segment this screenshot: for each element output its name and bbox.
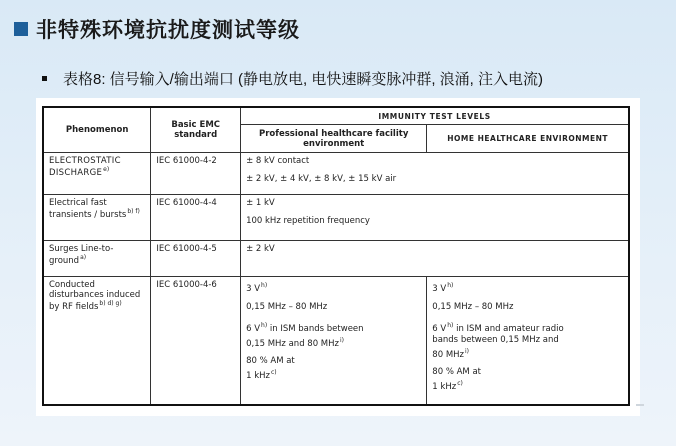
- level-line: ± 8 kV contact: [246, 156, 310, 166]
- footnote-ref: c): [457, 380, 463, 388]
- header-professional: Professional healthcare facility environment: [241, 125, 427, 153]
- level-voltage: 6 V: [432, 323, 447, 334]
- table-row: [43, 195, 629, 241]
- title-square-icon: [14, 22, 28, 36]
- footnote-ref: h): [261, 282, 268, 289]
- cell-standard: IEC 61000-4-2: [151, 153, 241, 195]
- cell-professional-level: [241, 277, 427, 405]
- cell-phenomenon: [43, 241, 151, 277]
- cell-level: [241, 241, 629, 277]
- cell-phenomenon: [43, 195, 151, 241]
- page-title: 非特殊环境抗扰度测试等级: [36, 19, 300, 42]
- table-row: [43, 153, 629, 195]
- level-text: bands between 0,15 MHz and: [432, 334, 559, 345]
- header-immunity-levels: IMMUNITY TEST LEVELS: [241, 107, 629, 125]
- subtitle-text: 表格8: 信号输入/输出端口 (静电放电, 电快速瞬变脉冲群, 浪涌, 注入电流): [63, 71, 544, 88]
- phenomenon-label: Electrical fast transients / bursts: [49, 198, 127, 220]
- cell-phenomenon: [43, 153, 151, 195]
- level-range: 0,15 MHz – 80 MHz: [432, 301, 514, 312]
- level-line: ± 2 kV: [246, 244, 275, 254]
- level-text: 1 kHz: [246, 371, 270, 382]
- cell-level: [241, 153, 629, 195]
- footnote-ref: h): [447, 321, 454, 329]
- level-range: 0,15 MHz – 80 MHz: [246, 301, 328, 312]
- footnote-ref: e): [103, 166, 110, 173]
- subtitle-bullet-item: [42, 68, 543, 89]
- level-text: in ISM bands between: [269, 323, 364, 334]
- footnote-ref: h): [447, 282, 454, 289]
- footnote-ref: h): [261, 321, 268, 329]
- bullet-icon: [42, 76, 47, 81]
- level-voltage: 3 V: [432, 283, 447, 294]
- cell-standard: IEC 61000-4-5: [151, 241, 241, 277]
- cell-standard: IEC 61000-4-4: [151, 195, 241, 241]
- cell-phenomenon: [43, 277, 151, 405]
- level-voltage: 3 V: [246, 283, 261, 294]
- immunity-table: [42, 106, 630, 406]
- level-line: ± 2 kV, ± 4 kV, ± 8 kV, ± 15 kV air: [246, 174, 397, 184]
- table-row: [43, 241, 629, 277]
- level-text: in ISM and amateur radio: [456, 323, 564, 334]
- cell-level: [241, 195, 629, 241]
- footnote-ref: i): [340, 336, 345, 344]
- level-text: 80 MHz: [432, 349, 465, 360]
- table-image-frame: [36, 98, 640, 416]
- footnote-ref: c): [270, 369, 277, 377]
- slide-title: [14, 14, 300, 44]
- level-text: 0,15 MHz and 80 MHz: [246, 338, 339, 349]
- footnote-ref: i): [465, 347, 470, 355]
- header-home: HOME HEALTHCARE ENVIRONMENT: [427, 125, 629, 153]
- level-text: 1 kHz: [432, 382, 457, 393]
- cell-standard: IEC 61000-4-6: [151, 277, 241, 405]
- header-standard: Basic EMC standard: [151, 107, 241, 153]
- phenomenon-label: ELECTROSTATIC DISCHARGE: [49, 156, 121, 178]
- level-text: 80 % AM at: [246, 356, 295, 367]
- level-voltage: 6 V: [246, 323, 261, 334]
- phenomenon-label: Surges Line-to-ground: [49, 244, 114, 266]
- footnote-ref: b) f): [127, 208, 140, 215]
- level-line: ± 1 kV: [246, 198, 275, 208]
- cell-home-level: [427, 277, 629, 405]
- level-line: 100 kHz repetition frequency: [246, 216, 370, 226]
- level-text: 80 % AM at: [432, 367, 481, 378]
- footnote-ref: b) d) g): [99, 300, 122, 307]
- header-phenomenon: Phenomenon: [43, 107, 151, 153]
- phenomenon-label: Conducted disturbances induced by RF fields: [49, 280, 141, 312]
- table-row: [43, 277, 629, 405]
- footnote-ref: a): [80, 254, 87, 261]
- watermark-mark: [636, 404, 644, 406]
